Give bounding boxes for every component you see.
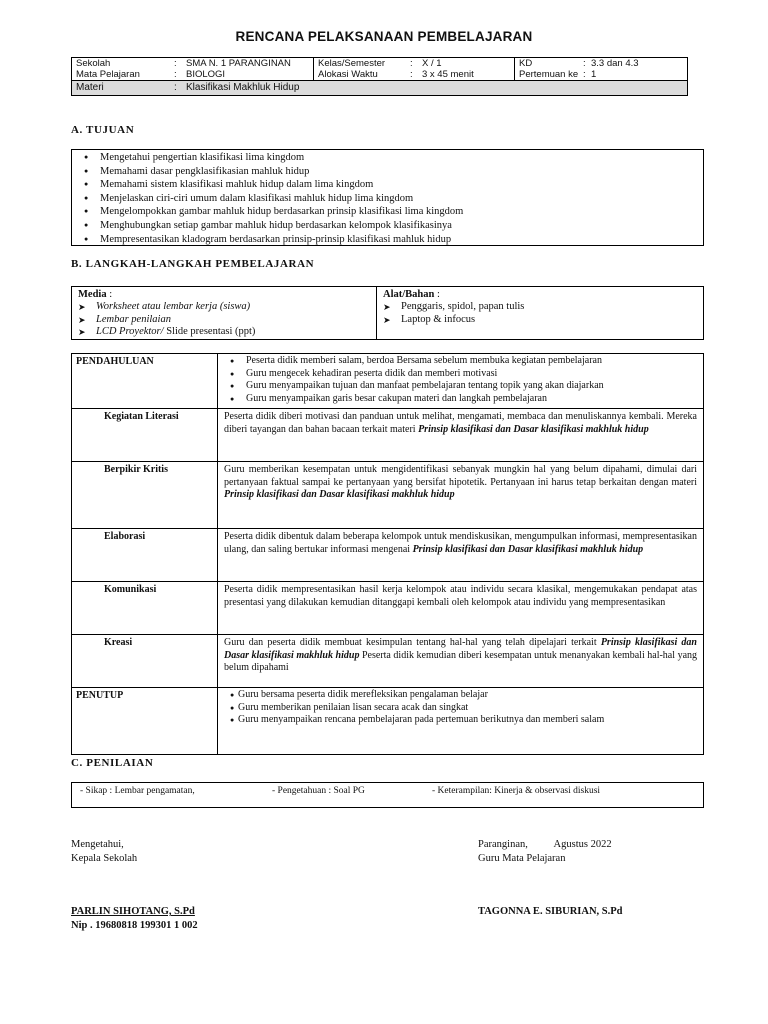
colon: : (174, 82, 177, 93)
list-item: ➤ Lembar penilaian (78, 314, 370, 327)
list-item: ➤ LCD Proyektor/ Slide presentasi (ppt) (78, 326, 370, 339)
row-kritis (72, 462, 704, 529)
media-label: Media (78, 289, 107, 300)
pendahuluan-cell (218, 354, 704, 409)
kelas-value: X / 1 (422, 58, 442, 69)
kelas-label: Kelas/Semester (318, 58, 386, 69)
colon: : (583, 69, 586, 80)
alat-cell (377, 287, 703, 339)
media-alat-box (71, 286, 704, 340)
sig-right-line2: Guru Mata Pelajaran (478, 852, 566, 864)
mapel-label: Mata Pelajaran (76, 69, 140, 80)
sig-right-line1: Paranginan, Agustus 2022 (478, 839, 612, 850)
header-cell-kd (515, 58, 688, 81)
kd-label: KD (519, 58, 533, 69)
sig-left-name: PARLIN SIHOTANG, S.Pd (71, 906, 195, 917)
kritis-label: Berpikir Kritis (72, 462, 218, 529)
sig-left-line1: Mengetahui, (71, 839, 124, 850)
section-heading-tujuan: A. TUJUAN (71, 124, 135, 136)
list-item: ➤ Penggaris, spidol, papan tulis (383, 301, 697, 314)
list-item: ➤ Worksheet atau lembar kerja (siswa) (78, 301, 370, 314)
colon: : (410, 58, 413, 69)
sig-left-line2: Kepala Sekolah (71, 852, 138, 864)
penilaian-pengetahuan: - Pengetahuan : Soal PG (272, 786, 365, 796)
penilaian-sikap: - Sikap : Lembar pengamatan, (80, 786, 195, 796)
sig-left-nip: Nip . 19680818 199301 1 002 (71, 919, 198, 931)
komunikasi-label: Komunikasi (72, 582, 218, 635)
row-elaborasi (72, 529, 704, 582)
colon: : (174, 69, 177, 80)
list-item: ● Mempresentasikan kladogram berdasarkan prinsip-prinsip klasifikasi mahluk hidup (72, 233, 703, 247)
list-item: ● Memahami sistem klasifikasi mahluk hidup dalam lima kingdom (72, 178, 703, 192)
kreasi-desc: Guru dan peserta didik membuat kesimpulan tentang hal-hal yang telah dipelajari terkait Prinsip klasifikasi dan Dasar klasifikasi makhluk hidup Peserta didik kemudian diberi kesempatan untuk menanyakan kembali hal-hal yang belum dipahami (218, 635, 704, 688)
penutup-list (218, 689, 697, 727)
section-heading-penilaian: C. PENILAIAN (71, 757, 154, 769)
materi-label: Materi (76, 82, 104, 93)
alat-colon: : (434, 289, 440, 300)
elaborasi-label: Elaborasi (72, 529, 218, 582)
pendahuluan-label: PENDAHULUAN (72, 354, 218, 409)
kritis-desc: Guru memberikan kesempatan untuk mengidentifikasi sebanyak mungkin hal yang belum dipahami, dimulai dari pertanyaan faktual sampai ke pertanyaan yang bersifat hipotetik. Pertanyaan ini harus tetap berkaitan dengan materi Prinsip klasifikasi dan Dasar klasifikasi makhluk hidup (218, 462, 704, 529)
pendahuluan-list (218, 355, 703, 405)
kreasi-label: Kreasi (72, 635, 218, 688)
list-item: ● Guru bersama peserta didik merefleksikan pengalaman belajar (218, 689, 697, 702)
elaborasi-desc: Peserta didik dibentuk dalam beberapa kelompok untuk mendiskusikan, mengumpulkan informasi, mempresentasikan ulang, dan saling bertukar informasi mengenai Prinsip klasifikasi dan Dasar klasifikasi makhluk hidup (218, 529, 704, 582)
komunikasi-desc: Peserta didik mempresentasikan hasil kerja kelompok atau individu secara klasikal, mengemukakan pendapat atas presentasi yang dilakukan kemudian ditanggapi kembali oleh kelompok atau individu yang mempresentasikan (218, 582, 704, 635)
penilaian-box (71, 782, 704, 808)
header-cell-materi (72, 81, 688, 96)
list-item: ➤ Laptop & infocus (383, 314, 697, 327)
media-colon: : (106, 289, 113, 300)
list-item: ● Guru memberikan penilaian lisan secara acak dan singkat (218, 702, 697, 715)
pertemuan-value: 1 (591, 69, 597, 80)
list-item: ● Peserta didik memberi salam, berdoa Bersama sebelum membuka kegiatan pembelajaran (218, 355, 703, 368)
row-komunikasi (72, 582, 704, 635)
section-heading-langkah: B. LANGKAH-LANGKAH PEMBELAJARAN (71, 258, 315, 270)
list-item: ● Guru menyampaikan garis besar cakupan materi dan langkah pembelajaran (218, 393, 703, 406)
signature-right (478, 838, 623, 919)
list-item: ● Menghubungkan setiap gambar mahluk hidup berdasarkan kelompok klasifikasinya (72, 219, 703, 233)
list-item: ● Mengelompokkan gambar mahluk hidup berdasarkan prinsip klasifikasi lima kingdom (72, 205, 703, 219)
row-literasi (72, 409, 704, 462)
row-kreasi (72, 635, 704, 688)
colon: : (410, 69, 413, 80)
alokasi-value: 3 x 45 menit (422, 69, 474, 80)
literasi-desc: Peserta didik diberi motivasi dan panduan untuk melihat, mengamati, membaca dan menuliskannya kembali. Mereka diberi tayangan dan bahan bacaan terkait materi Prinsip klasifikasi dan Dasar klasifikasi makhluk hidup (218, 409, 704, 462)
header-cell-class (314, 58, 515, 81)
steps-table (71, 353, 704, 755)
colon: : (174, 58, 177, 69)
tujuan-box (71, 149, 704, 246)
sekolah-value: SMA N. 1 PARANGINAN (186, 58, 291, 69)
media-cell (72, 287, 377, 339)
penilaian-keterampilan: - Keterampilan: Kinerja & observasi diskusi (432, 786, 601, 796)
list-item: ● Memahami dasar pengklasifikasian mahluk hidup (72, 165, 703, 179)
tujuan-list (72, 151, 703, 246)
penutup-cell (218, 688, 704, 755)
document-title: RENCANA PELAKSANAAN PEMBELAJARAN (235, 29, 533, 44)
colon: : (583, 58, 586, 69)
sekolah-label: Sekolah (76, 58, 111, 69)
alat-list (383, 301, 697, 326)
row-penutup (72, 688, 704, 755)
alat-label: Alat/Bahan (383, 289, 435, 300)
mapel-value: BIOLOGI (186, 69, 226, 80)
media-list (78, 301, 370, 339)
penutup-label: PENUTUP (72, 688, 218, 755)
list-item: ● Mengetahui pengertian klasifikasi lima kingdom (72, 151, 703, 165)
pertemuan-label: Pertemuan ke (519, 69, 579, 80)
row-pendahuluan (72, 354, 704, 409)
list-item: ● Menjelaskan ciri-ciri umum dalam klasifikasi mahluk hidup lima kingdom (72, 192, 703, 206)
header-cell-school (72, 58, 314, 81)
header-table (71, 57, 688, 96)
list-item: ● Guru menyampaikan tujuan dan manfaat pembelajaran tentang topik yang akan diajarkan (218, 380, 703, 393)
literasi-label: Kegiatan Literasi (72, 409, 218, 462)
list-item: ● Guru mengecek kehadiran peserta didik dan memberi motivasi (218, 368, 703, 381)
kd-value: 3.3 dan 4.3 (591, 58, 639, 69)
sig-right-name: TAGONNA E. SIBURIAN, S.Pd (478, 906, 623, 917)
list-item: ● Guru menyampaikan rencana pembelajaran pada pertemuan berikutnya dan memberi salam (218, 714, 697, 727)
alokasi-label: Alokasi Waktu (318, 69, 378, 80)
materi-value: Klasifikasi Makhluk Hidup (186, 82, 300, 93)
signature-left (71, 838, 198, 932)
